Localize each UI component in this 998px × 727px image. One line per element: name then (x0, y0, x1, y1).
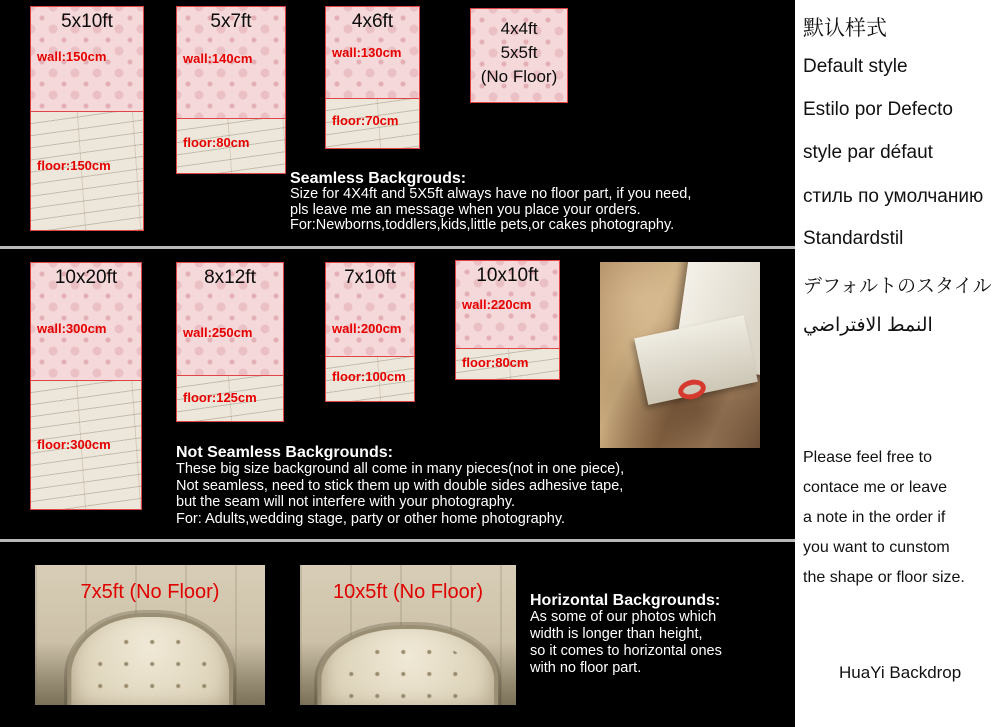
wall-section (471, 9, 567, 102)
floor-section (177, 375, 283, 421)
not-seamless-line: Not seamless, need to stick them up with double sides adhesive tape, (176, 477, 624, 494)
backdrop-diagram-10x10ft (455, 260, 560, 380)
floor-measure: floor:150cm (37, 158, 111, 173)
style-label-ar: النمط الافتراضي (803, 315, 933, 336)
size-label: 7x10ft (344, 267, 396, 288)
headboard-shape (317, 625, 498, 705)
horizontal-heading: Horizontal Backgrounds: (530, 592, 721, 609)
seamless-line: Size for 4X4ft and 5X5ft always have no floor part, if you need, (290, 186, 692, 202)
wall-section (177, 7, 285, 118)
custom-note-line: Please feel free to (803, 449, 932, 466)
wall-section (31, 263, 141, 380)
size-label: 5x10ft (61, 11, 113, 32)
wall-measure: wall:140cm (183, 51, 253, 66)
style-label-zh: 默认样式 (803, 17, 887, 40)
wall-measure: wall:220cm (462, 297, 532, 312)
size-label: 5x7ft (210, 11, 252, 32)
style-label-ru: стиль по умолчанию (803, 186, 984, 207)
floor-section (456, 348, 559, 379)
photo-size-label: 10x5ft (No Floor) (332, 581, 484, 603)
floor-measure: floor:300cm (37, 437, 111, 452)
size-label: 10x10ft (476, 265, 539, 286)
wall-section (177, 263, 283, 375)
folded-backdrop-photo (600, 262, 760, 448)
wall-measure: wall:200cm (332, 321, 402, 336)
floor-section (31, 111, 143, 230)
horizontal-text-block (530, 592, 780, 677)
wall-measure: wall:130cm (332, 45, 402, 60)
not-seamless-heading: Not Seamless Backgrounds: (176, 444, 393, 461)
style-label-de: Standardstil (803, 228, 904, 249)
wall-section (31, 7, 143, 111)
size-label: 10x20ft (54, 267, 118, 288)
style-label-fr: style par défaut (803, 142, 933, 163)
custom-note-line: you want to cunstom (803, 539, 950, 556)
floor-section (31, 380, 141, 509)
floor-measure: floor:80cm (183, 135, 250, 150)
wall-section (326, 7, 419, 98)
style-label-en: Default style (803, 56, 908, 77)
seamless-line: For:Newborns,toddlers,kids,little pets,or cakes photography. (290, 217, 675, 233)
seamless-line: pls leave me an message when you place your orders. (290, 201, 641, 218)
photo-size-label: 7x5ft (No Floor) (80, 581, 220, 603)
horizontal-line: so it comes to horizontal ones (530, 643, 722, 659)
style-label-ja: デフォルトのスタイル (803, 276, 992, 297)
seamless-text-block (290, 170, 790, 234)
floor-section (177, 118, 285, 173)
backdrop-diagram-8x12ft (176, 262, 284, 422)
custom-note-line: a note in the order if (803, 509, 946, 526)
floor-section (326, 356, 414, 401)
wall-measure: wall:300cm (37, 321, 107, 336)
backdrop-diagram-5x7ft (176, 6, 286, 174)
floor-measure: floor:100cm (332, 369, 406, 384)
panel-separator (0, 246, 795, 249)
floor-measure: floor:70cm (332, 113, 399, 128)
wall-measure: wall:150cm (37, 49, 107, 64)
not-seamless-text-block (176, 444, 756, 527)
not-seamless-line: For: Adults,wedding stage, party or other home photography. (176, 510, 566, 527)
backdrop-diagram-4x6ft (325, 6, 420, 149)
headboard-photo-7x5 (35, 565, 265, 705)
horizontal-line: with no floor part. (530, 660, 642, 676)
size-label: 8x12ft (204, 267, 256, 288)
custom-note-line: contace me or leave (803, 479, 948, 496)
backdrop-diagram-4x4-5x5-no-floor (470, 8, 568, 103)
size-label: 4x6ft (351, 11, 394, 32)
panel-separator (0, 539, 795, 542)
backdrop-diagram-10x20ft (30, 262, 142, 510)
style-sidebar (795, 0, 998, 727)
floor-measure: floor:125cm (183, 390, 257, 405)
floor-measure: floor:80cm (462, 355, 529, 370)
not-seamless-line: but the seam will not interfere with your photography. (176, 494, 516, 510)
seamless-heading: Seamless Backgrouds: (290, 170, 467, 187)
horizontal-line: width is longer than height, (530, 626, 703, 642)
no-floor-note: (No Floor) (480, 67, 558, 86)
size-label: 4x4ft (500, 19, 538, 38)
wall-section (326, 263, 414, 356)
backdrop-diagram-7x10ft (325, 262, 415, 402)
size-label: 5x5ft (500, 43, 538, 62)
no-floor-card-text (471, 9, 567, 89)
backdrop-diagram-5x10ft (30, 6, 144, 231)
wall-section (456, 261, 559, 348)
wall-measure: wall:250cm (183, 325, 253, 340)
custom-note (803, 443, 993, 593)
custom-note-line: the shape or floor size. (803, 569, 965, 586)
brand-name: HuaYi Backdrop (839, 663, 962, 682)
not-seamless-line: These big size background all come in many pieces(not in one piece), (176, 461, 625, 477)
headboard-shape (67, 613, 233, 705)
style-label-es: Estilo por Defecto (803, 99, 953, 120)
headboard-photo-10x5 (300, 565, 516, 705)
horizontal-line: As some of our photos which (530, 609, 717, 625)
floor-section (326, 98, 419, 148)
